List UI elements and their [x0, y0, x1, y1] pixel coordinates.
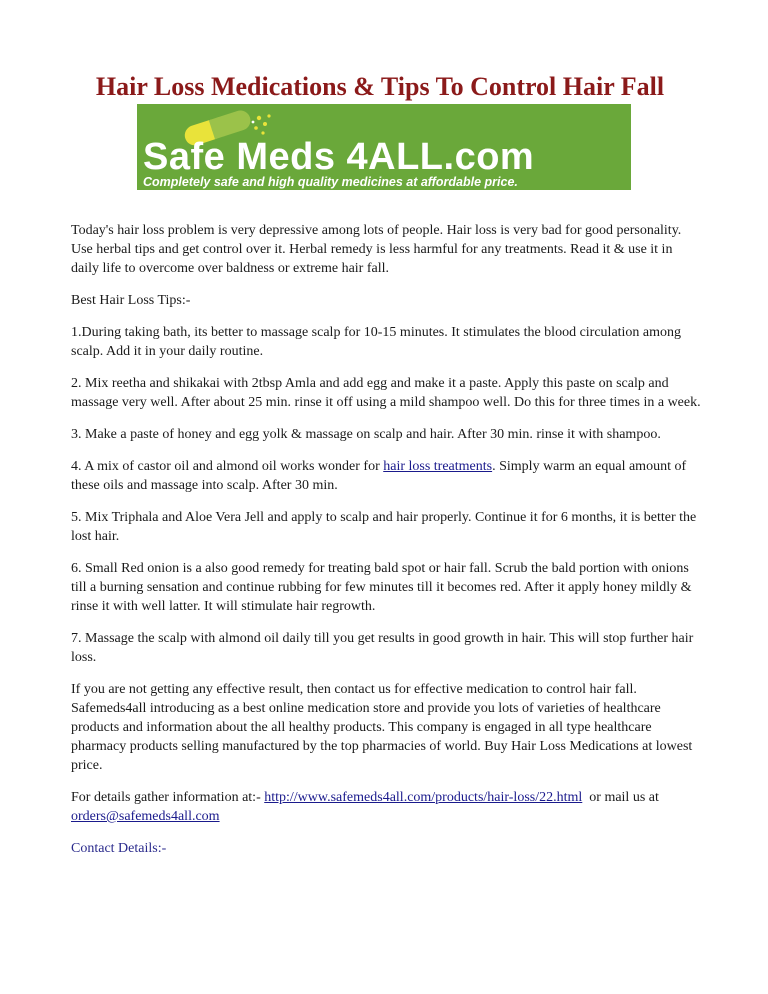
details-paragraph	[71, 788, 701, 826]
hair-loss-treatments-link[interactable]: hair loss treatments	[383, 459, 493, 474]
logo-name: Safe Meds 4ALL.com	[143, 136, 535, 178]
safemeds-logo	[137, 104, 631, 190]
email-link[interactable]: orders@safemeds4all.com	[71, 809, 220, 824]
tip-4-text-start: 4. A mix of castor oil and almond oil works wonder for	[71, 459, 384, 474]
closing-paragraph: If you are not getting any effective result, then contact us for effective medication to control hair fall. Safemeds4all introducing as a best online medication store and provide you lots of varieties of healthcare products and information about the all healthy products. This company is engaged in all type healthcare pharmacy products selling manufactured by the top pharmacies of world. Buy Hair Loss Medications at lowest price.	[71, 682, 693, 773]
tip-4-text-end: . Simply warm an equal amount of these oils and massage into scalp. After 30 min.	[71, 459, 687, 493]
details-text-middle: or mail us at	[582, 790, 663, 805]
tip-5: 5. Mix Triphala and Aloe Vera Jell and apply to scalp and hair properly. Continue it for 6 months, it is better the lost hair.	[71, 510, 697, 544]
logo-tagline: Completely safe and high quality medicines at affordable price.	[143, 175, 518, 189]
article-body	[71, 221, 701, 871]
tip-1: 1.During taking bath, its better to massage scalp for 10-15 minutes. It stimulates the blood circulation among scalp. Add it in your daily routine.	[71, 325, 682, 359]
product-url-link[interactable]: http://www.safemeds4all.com/products/hair-loss/22.html	[264, 790, 583, 805]
tips-heading: Best Hair Loss Tips:-	[71, 293, 191, 308]
tip-7: 7. Massage the scalp with almond oil daily till you get results in good growth in hair. This will stop further hair loss.	[71, 631, 694, 665]
page-title: Hair Loss Medications & Tips To Control Hair Fall	[95, 72, 665, 101]
details-text-start: For details gather information at:-	[71, 790, 265, 805]
tip-4	[71, 457, 701, 495]
tip-3: 3. Make a paste of honey and egg yolk & massage on scalp and hair. After 30 min. rinse it with shampoo.	[71, 427, 661, 442]
contact-heading: Contact Details:-	[71, 841, 167, 856]
tip-2: 2. Mix reetha and shikakai with 2tbsp Amla and add egg and make it a paste. Apply this paste on scalp and massage very well. After about 25 min. rinse it off using a mild shampoo well. Do this for three times in a week.	[71, 376, 701, 410]
tip-6: 6. Small Red onion is a also good remedy for treating bald spot or hair fall. Scrub the bald portion with onions till a burning sensation and continue rubbing for few minutes till it becomes red. After it apply honey mildly & rinse it with well latter. It will stimulate hair regrowth.	[71, 561, 692, 614]
intro-paragraph: Today's hair loss problem is very depressive among lots of people. Hair loss is very bad for good personality. Use herbal tips and get control over it. Herbal remedy is less harmful for any treatments. Read it & use it in daily life to overcome over baldness or extreme hair fall.	[71, 223, 682, 276]
